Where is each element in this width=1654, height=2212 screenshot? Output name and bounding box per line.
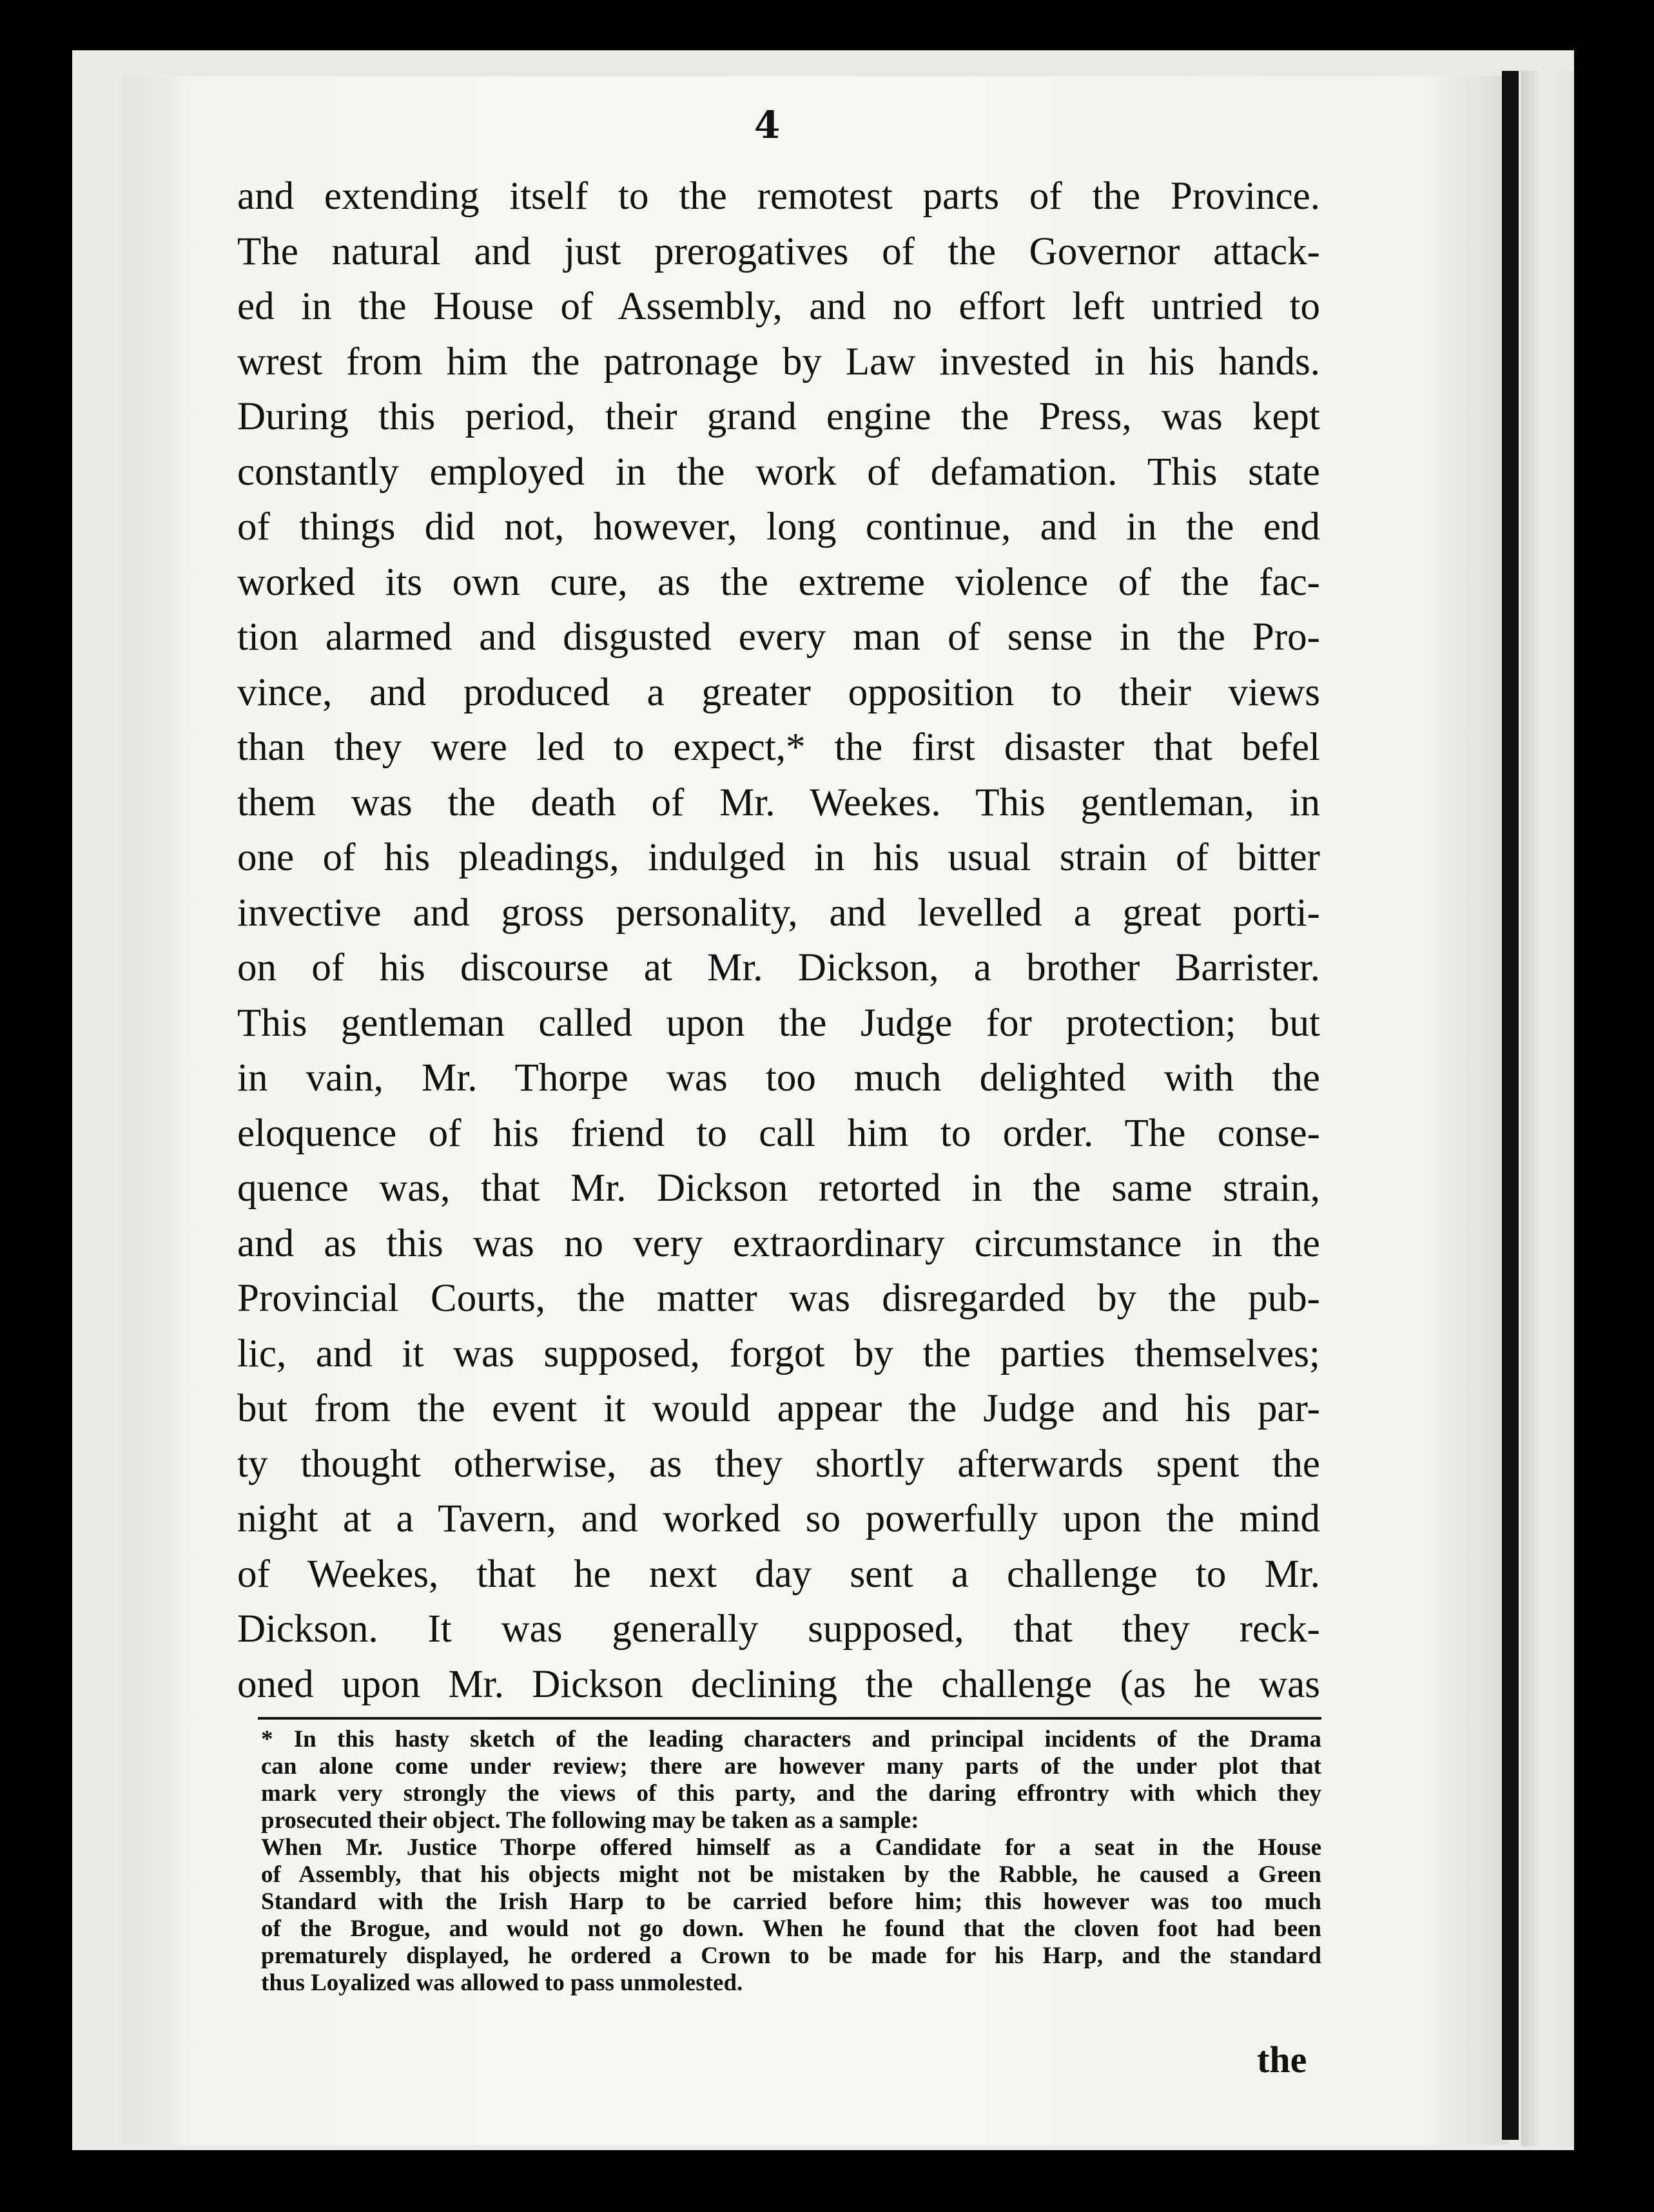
body-line: Dickson. It was generally supposed, that they reck-: [237, 1607, 1320, 1651]
body-line: worked its own cure, as the extreme violence of the fac-: [237, 560, 1320, 604]
body-line: Provincial Courts, the matter was disregarded by the pub-: [237, 1277, 1320, 1320]
body-line: them was the death of Mr. Weekes. This gentleman, in: [237, 781, 1320, 824]
footnote-rule: [258, 1717, 1321, 1720]
body-line: on of his discourse at Mr. Dickson, a brother Barrister.: [237, 946, 1320, 989]
binding-gutter: [1502, 71, 1519, 2140]
body-line: night at a Tavern, and worked so powerfully upon the mind: [237, 1497, 1320, 1540]
body-line: but from the event it would appear the Judge and his par-: [237, 1387, 1320, 1430]
body-line: than they were led to expect,* the first disaster that befel: [237, 726, 1320, 769]
body-line: eloquence of his friend to call him to order. The conse-: [237, 1111, 1320, 1155]
page-number: 4: [754, 103, 781, 147]
body-line: lic, and it was supposed, forgot by the parties themselves;: [237, 1332, 1320, 1375]
body-line: ed in the House of Assembly, and no effort left untried to: [237, 285, 1320, 328]
body-line: oned upon Mr. Dickson declining the challenge (as he was: [237, 1662, 1320, 1706]
footnote: [261, 1726, 1321, 1997]
body-line: of things did not, however, long continue, and in the end: [237, 505, 1320, 548]
body-line: wrest from him the patronage by Law invested in his hands.: [237, 340, 1320, 383]
catchword: the: [1257, 2039, 1307, 2081]
body-line: in vain, Mr. Thorpe was too much delighted with the: [237, 1056, 1320, 1100]
body-text: [237, 169, 1320, 1712]
footnote-line: thus Loyalized was allowed to pass unmolested.: [261, 1970, 743, 1996]
footnote-line: mark very strongly the views of this party, and the daring effrontry with which they: [261, 1780, 1321, 1807]
footnote-line: When Mr. Justice Thorpe offered himself as a Candidate for a seat in the House: [261, 1834, 1321, 1861]
body-line: This gentleman called upon the Judge for protection; but: [237, 1001, 1320, 1045]
footnote-line: of Assembly, that his objects might not be mistaken by the Rabble, he caused a Green: [261, 1861, 1321, 1888]
body-line: constantly employed in the work of defamation. This state: [237, 450, 1320, 494]
body-line: The natural and just prerogatives of the Governor attack-: [237, 229, 1320, 273]
footnote-line: * In this hasty sketch of the leading characters and principal incidents of the Drama: [261, 1726, 1321, 1752]
body-line: tion alarmed and disgusted every man of sense in the Pro-: [237, 616, 1320, 659]
body-line: of Weekes, that he next day sent a challenge to Mr.: [237, 1552, 1320, 1596]
footnote-line: prematurely displayed, he ordered a Crown to be made for his Harp, and the standard: [261, 1943, 1321, 1969]
body-line: one of his pleadings, indulged in his usual strain of bitter: [237, 836, 1320, 879]
scan-margin-right: [1574, 52, 1654, 2178]
footnote-line: of the Brogue, and would not go down. When he found that the cloven foot had been: [261, 1916, 1321, 1942]
body-line: and extending itself to the remotest parts of the Province.: [237, 175, 1320, 218]
body-line: ty thought otherwise, as they shortly afterwards spent the: [237, 1442, 1320, 1486]
footnote-line: prosecuted their object. The following may be taken as a sample:: [261, 1807, 919, 1834]
next-page-edge: [1521, 71, 1574, 2146]
footnote-line: can alone come under review; there are however many parts of the under plot that: [261, 1753, 1321, 1780]
body-line: vince, and produced a greater opposition to their views: [237, 670, 1320, 714]
body-line: quence was, that Mr. Dickson retorted in the same strain,: [237, 1167, 1320, 1210]
body-line: and as this was no very extraordinary circumstance in the: [237, 1221, 1320, 1265]
body-line: invective and gross personality, and levelled a great porti-: [237, 891, 1320, 935]
body-line: During this period, their grand engine the Press, was kept: [237, 395, 1320, 438]
footnote-line: Standard with the Irish Harp to be carried before him; this however was too much: [261, 1888, 1321, 1915]
